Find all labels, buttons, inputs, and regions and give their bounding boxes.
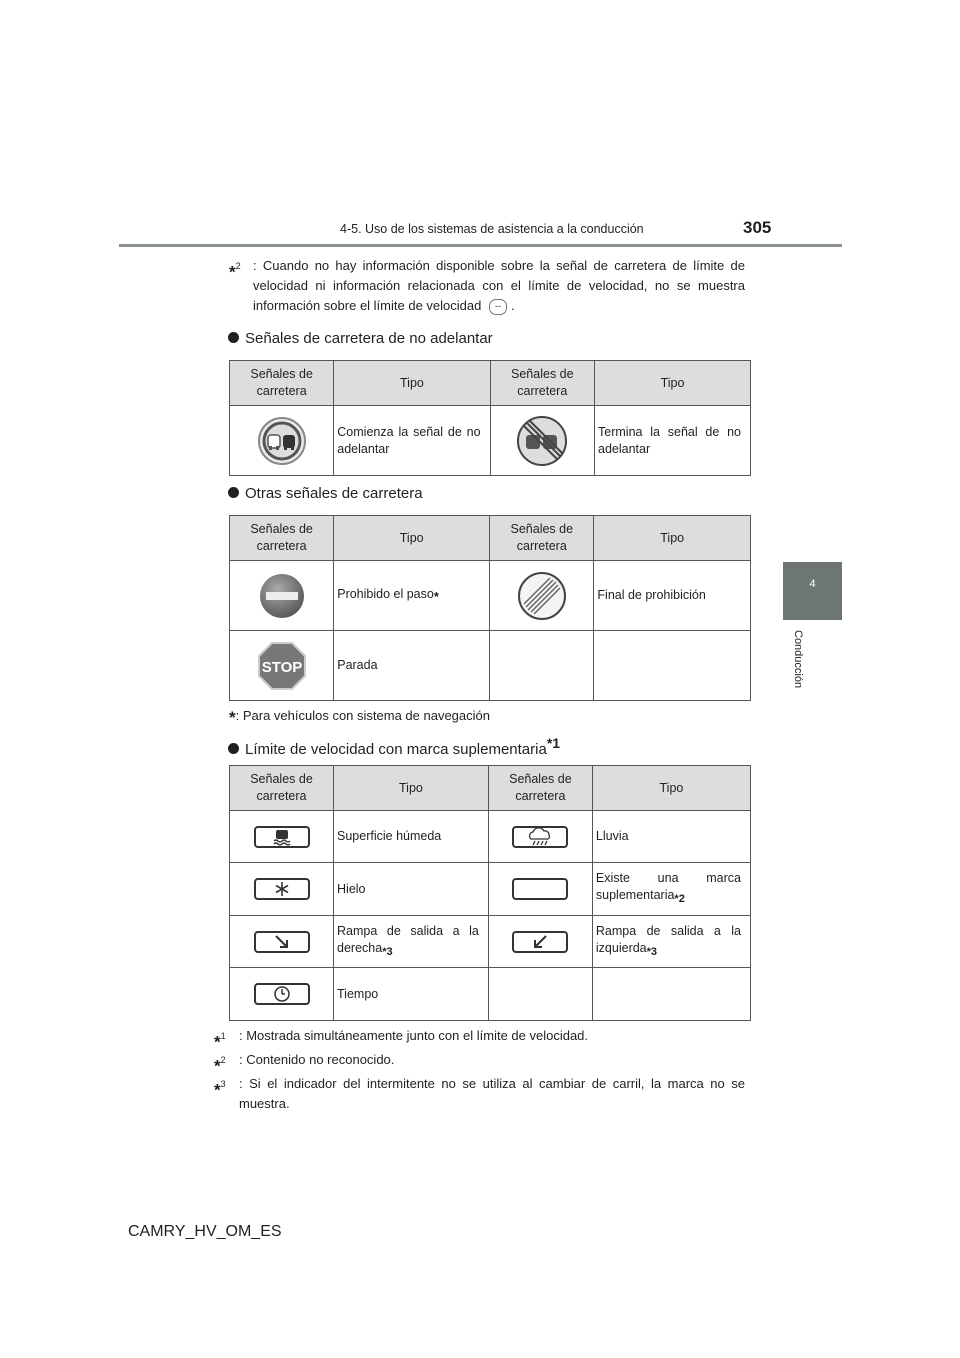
sign-type-sup: * [433, 589, 439, 604]
sign-type-sup: *2 [674, 893, 685, 905]
table-row [230, 561, 751, 631]
footnote-sup: 1 [220, 1031, 226, 1041]
footnote-2 [214, 1050, 745, 1076]
footnote-sup: 2 [235, 261, 241, 271]
sign-cell [490, 561, 594, 631]
section-title-other-signs [228, 485, 423, 502]
exit-ramp-right-icon [230, 931, 333, 953]
sign-cell [488, 863, 592, 916]
table-header-row [230, 516, 751, 561]
section-title: 4-5. Uso de los sistemas de asistencia a la conducción [340, 222, 644, 236]
table-row [230, 631, 751, 701]
section3-title: Límite de velocidad con marca suplementaria [245, 741, 547, 758]
sign-cell [230, 968, 334, 1021]
document-code: CAMRY_HV_OM_ES [128, 1223, 282, 1240]
footnote-mark: * [214, 1056, 221, 1076]
sign-cell [230, 631, 334, 701]
rain-icon [489, 826, 592, 848]
sign-type: Hielo [334, 863, 489, 916]
footnote-text: : Para vehículos con sistema de navegación [235, 708, 490, 723]
sign-cell [230, 916, 334, 968]
table-supplementary-marks [229, 765, 751, 1021]
header-divider [119, 244, 842, 247]
title-sup: *1 [546, 735, 561, 751]
sign-cell [230, 863, 334, 916]
footnote-sup: 2 [220, 1055, 226, 1065]
sign-type: Comienza la señal de no adelantar [334, 406, 490, 476]
sign-type: Superficie húmeda [334, 811, 489, 863]
sign-type [592, 863, 750, 916]
footnote-mark: * [229, 708, 236, 727]
sign-type-text: Prohibido el paso [337, 587, 434, 601]
sign-type-sup: *3 [382, 945, 393, 958]
sign-type-sup: *3 [646, 945, 658, 958]
header-signs: Señales de carretera [490, 361, 594, 406]
section-title-no-overtaking [228, 330, 493, 347]
no-speed-info-indicator-icon: -- [489, 299, 507, 315]
table-no-overtaking [229, 360, 751, 476]
footnote-mark: * [214, 1032, 221, 1052]
sign-type [592, 916, 750, 968]
chapter-label: Conducción [792, 630, 804, 689]
footnote-3 [214, 1074, 745, 1114]
no-entry-sign-icon [230, 572, 333, 620]
header-signs: Señales de carretera [230, 766, 334, 811]
header-signs: Señales de carretera [488, 766, 592, 811]
note-speed-limit-unavailable [229, 256, 745, 316]
sign-cell [488, 811, 592, 863]
sign-type: Parada [334, 631, 490, 701]
bullet-icon [228, 332, 239, 343]
sign-type [334, 561, 490, 631]
sign-cell [490, 406, 594, 476]
bullet-icon [228, 487, 239, 498]
empty-cell [592, 968, 750, 1021]
table-row [230, 863, 751, 916]
sign-type: Lluvia [592, 811, 750, 863]
chapter-tab [783, 562, 842, 620]
table-row [230, 811, 751, 863]
sign-cell [488, 916, 592, 968]
sign-type [334, 916, 489, 968]
sign-type: Termina la señal de no adelantar [595, 406, 751, 476]
table-header-row [230, 361, 751, 406]
page-number: 305 [743, 218, 772, 237]
empty-cell [594, 631, 751, 701]
table-other-signs [229, 515, 751, 701]
sign-type-text: Rampa de salida a la izquierda [595, 923, 741, 955]
sign-type-text: Existe una marca suplementaria [595, 871, 741, 902]
footnote-mark: * [214, 1080, 221, 1100]
table-row [230, 916, 751, 968]
wet-surface-icon [230, 826, 333, 848]
header-type: Tipo [594, 516, 751, 561]
footnote-text: : Contenido no reconocido. [239, 1052, 395, 1067]
section-title-speed-limit-mark [228, 735, 560, 758]
ice-snowflake-icon [230, 878, 333, 900]
header-type: Tipo [334, 766, 489, 811]
table-row [230, 406, 751, 476]
footnote-text: : Mostrada simultáneamente junto con el límite de velocidad. [239, 1028, 589, 1043]
header-signs: Señales de carretera [230, 516, 334, 561]
exit-ramp-left-icon [489, 931, 592, 953]
sign-cell [230, 406, 334, 476]
no-overtaking-start-sign-icon [230, 416, 333, 466]
footnote-1 [214, 1026, 745, 1052]
table-header-row [230, 766, 751, 811]
table-row [230, 968, 751, 1021]
chapter-number: 4 [809, 578, 816, 590]
sign-type-text: Rampa de salida a la derecha [337, 923, 479, 955]
footnote-mark: * [229, 262, 236, 282]
footnote-sup: 3 [220, 1079, 226, 1089]
header-type: Tipo [592, 766, 750, 811]
sign-cell [230, 561, 334, 631]
bullet-icon [228, 743, 239, 754]
footnote-navigation [229, 706, 490, 728]
header-type: Tipo [334, 516, 490, 561]
stop-sign-icon [230, 641, 333, 691]
blank-mark-icon [489, 878, 592, 900]
note-end: . [510, 298, 515, 313]
header-signs: Señales de carretera [490, 516, 594, 561]
section1-title: Señales de carretera de no adelantar [245, 330, 493, 347]
empty-cell [488, 968, 592, 1021]
header-signs: Señales de carretera [230, 361, 334, 406]
sign-cell [230, 811, 334, 863]
end-of-prohibition-sign-icon [490, 571, 593, 621]
footnote-text: : Si el indicador del intermitente no se utiliza al cambiar de carril, la marca no se muestra. [239, 1076, 745, 1111]
sign-type: Tiempo [334, 968, 489, 1021]
sign-type: Final de prohibición [594, 561, 751, 631]
header-type: Tipo [595, 361, 751, 406]
note-text: : Cuando no hay información disponible sobre la señal de carretera de límite de velocidad ni información relacionada con el límite de velocidad, no se muestra información sobre el límite de velocidad [253, 258, 745, 313]
header-type: Tipo [334, 361, 490, 406]
section2-title: Otras señales de carretera [245, 485, 423, 502]
time-clock-icon [230, 983, 333, 1005]
no-overtaking-end-sign-icon [491, 415, 594, 467]
stop-sign-text: STOP [261, 658, 302, 676]
empty-cell [490, 631, 594, 701]
